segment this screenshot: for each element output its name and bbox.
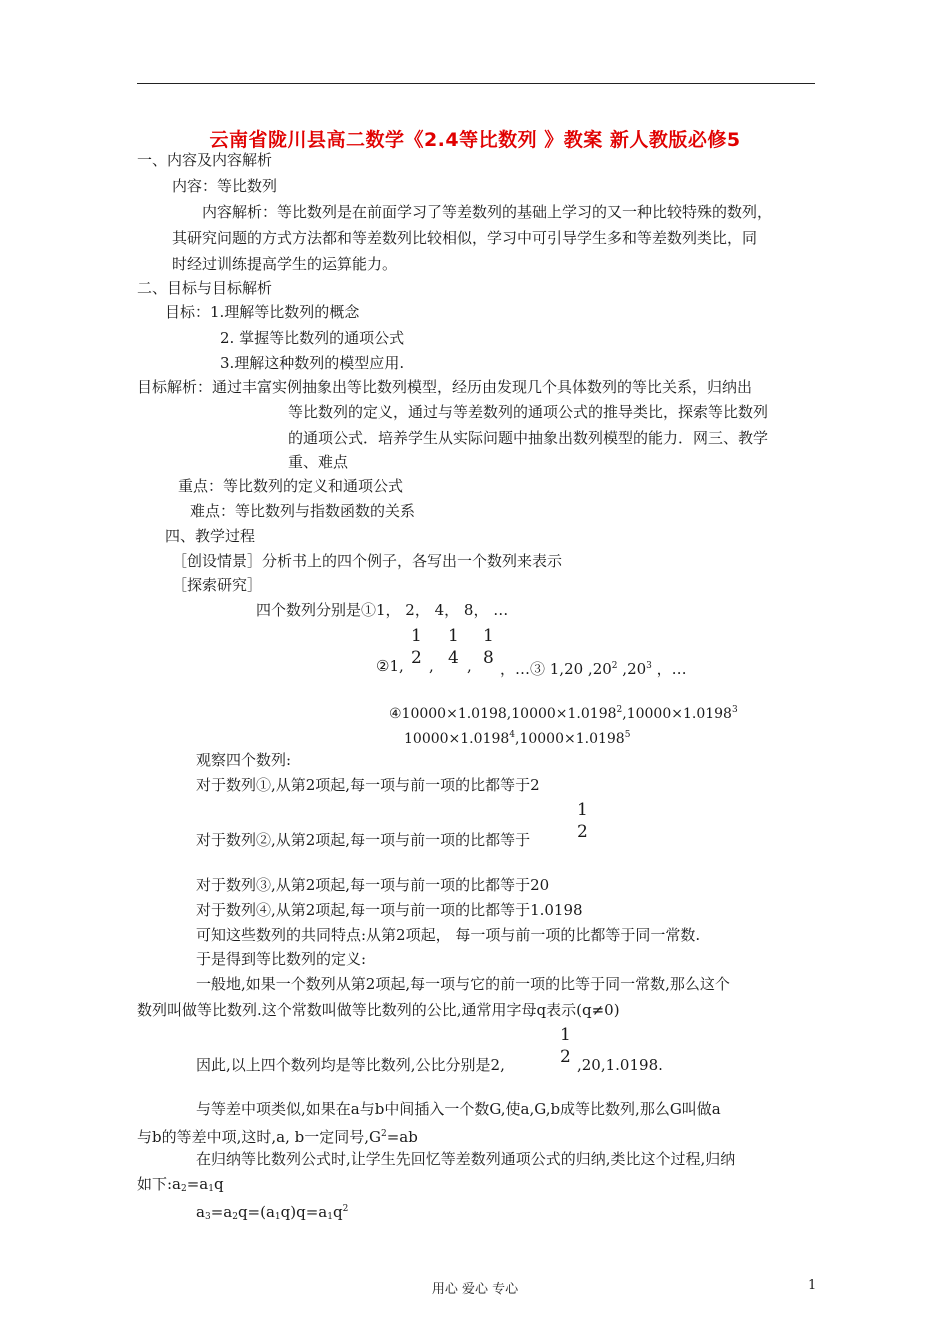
goal-analysis-2: 等比数列的定义，通过与等差数列的通项公式的推导类比，探索等比数列 (288, 403, 769, 421)
formula-text: =a (210, 1203, 233, 1221)
header-rule (137, 83, 815, 84)
analysis-line-1: 内容解析：等比数列是在前面学习了等差数列的基础上学习的又一种比较特殊的数列， (202, 203, 773, 221)
ratios-line-end: ,20,1.0198. (577, 1056, 663, 1074)
common-feature: 可知这些数列的共同特点:从第2项起， 每一项与前一项的比都等于同一常数. (196, 926, 701, 944)
goal-analysis-3: 的通项公式．培养学生从实际问题中抽象出数列模型的能力．网三、教学 (288, 429, 769, 447)
subscript: 1 (208, 1184, 214, 1194)
observation-4: 对于数列④,从第2项起,每一项与前一项的比都等于1.0198 (196, 901, 583, 919)
fraction-denominator: 2 (560, 1047, 571, 1067)
formula-text: q (332, 1203, 343, 1221)
fraction-quarter (448, 625, 459, 669)
formula-text: q (213, 1175, 224, 1193)
observation-3: 对于数列③,从第2项起,每一项与前一项的比都等于20 (196, 876, 550, 894)
subscript: 1 (274, 1212, 281, 1222)
geometric-mean-text: =ab (386, 1128, 418, 1146)
fraction-numerator: 1 (448, 626, 459, 646)
fraction-denominator: 2 (577, 822, 588, 842)
fraction-numerator: 1 (483, 626, 494, 646)
formula-text: 如下:a (137, 1175, 181, 1193)
definition-intro: 于是得到等比数列的定义: (196, 950, 367, 968)
formula-text: q=(a (237, 1203, 275, 1221)
fraction-numerator: 1 (560, 1025, 571, 1045)
fraction-half (411, 625, 422, 669)
geometric-mean-text: 与b的等差中项,这时,a, b一定同号,G (137, 1128, 381, 1146)
formula-a3 (196, 1199, 348, 1227)
sequence-3-end: ，… (651, 660, 687, 678)
goal-2: 2. 掌握等比数列的通项公式 (220, 329, 405, 347)
sequence-4-line-1 (389, 700, 738, 724)
sequence-intro: 四个数列分别是①1， 2， 4， 8， … (256, 601, 509, 619)
ratios-line: 因此,以上四个数列均是等比数列,公比分别是2, (196, 1056, 505, 1074)
explore-line: ［探索研究］ (172, 576, 263, 594)
sequence-2-prefix: ②1, (376, 657, 404, 675)
sequence-4-part: ,10000×1.0198 (515, 731, 625, 747)
geometric-mean-1: 与等差中项类似,如果在a与b中间插入一个数G,使a,G,b成等比数列,那么G叫做a (196, 1100, 721, 1118)
fraction-denominator: 8 (483, 648, 494, 668)
formula-text: q)q=a (280, 1203, 328, 1221)
goal-analysis-4: 重、难点 (288, 453, 349, 471)
fraction-denominator: 2 (411, 648, 422, 668)
subscript: 3 (204, 1212, 211, 1222)
fraction-denominator: 4 (448, 648, 459, 668)
exponent: 5 (624, 730, 631, 740)
sequence-2-rest: ，…③ 1,20 ,20 (500, 660, 612, 678)
exponent: 3 (731, 705, 738, 715)
sequence-4-part: ④10000×1.0198,10000×1.0198 (389, 706, 617, 722)
goal-1: 目标：1.理解等比数列的概念 (165, 303, 360, 321)
fraction-half (577, 799, 588, 843)
sequence-4-part: 10000×1.0198 (404, 731, 510, 747)
subscript: 2 (232, 1212, 238, 1222)
analysis-line-2: 其研究问题的方式方法都和等差数列比较相似，学习中可引导学生多和等差数列类比，同 (172, 229, 758, 247)
difficult-point: 难点：等比数列与指数函数的关系 (190, 502, 416, 520)
formula-text: a (196, 1203, 205, 1221)
definition-line-2: 数列叫做等比数列.这个常数叫做等比数列的公比,通常用字母q表示(q≠0) (137, 1001, 620, 1019)
induction-line-2 (137, 1174, 224, 1199)
fraction-half (560, 1024, 571, 1068)
exponent: 2 (611, 661, 618, 671)
exponent: 2 (380, 1129, 387, 1139)
goal-3: 3.理解这种数列的模型应用. (220, 354, 405, 372)
exponent: 4 (509, 730, 515, 740)
fraction-numerator: 1 (411, 626, 422, 646)
definition-line-1: 一般地,如果一个数列从第2项起,每一项与它的前一项的比等于同一常数,那么这个 (196, 975, 730, 993)
observation-1: 对于数列①,从第2项起,每一项与前一项的比都等于2 (196, 776, 540, 794)
section-4-heading: 四、教学过程 (165, 527, 256, 545)
separator: , (429, 657, 434, 675)
page-footer: 用心 爱心 专心 (431, 1282, 519, 1297)
sequence-3-mid: ,20 (617, 660, 647, 678)
sequence-2-3-line (500, 656, 687, 679)
scene-line: ［创设情景］分析书上的四个例子，各写出一个数列来表示 (172, 552, 563, 570)
section-1-heading: 一、内容及内容解析 (137, 151, 273, 169)
geometric-mean-2 (137, 1124, 418, 1147)
exponent: 3 (646, 661, 652, 671)
fraction-eighth (483, 625, 494, 669)
sequence-4-line-2 (404, 725, 630, 749)
exponent: 2 (616, 705, 623, 715)
separator: , (467, 657, 472, 675)
induction-line-1: 在归纳等比数列公式时,让学生先回忆等差数列通项公式的归纳,类比这个过程,归纳 (196, 1150, 736, 1168)
fraction-numerator: 1 (577, 800, 588, 820)
formula-text: =a (186, 1175, 209, 1193)
content-line: 内容：等比数列 (172, 177, 278, 195)
exponent: 2 (342, 1204, 349, 1214)
observation-2: 对于数列②,从第2项起,每一项与前一项的比都等于 (196, 831, 531, 849)
document-title: 云南省陇川县高二数学《2.4等比数列 》教案 新人教版必修5 (209, 129, 741, 151)
subscript: 2 (181, 1184, 187, 1194)
key-point: 重点：等比数列的定义和通项公式 (178, 477, 404, 495)
page-number: 1 (808, 1278, 817, 1293)
goal-analysis-1: 目标解析：通过丰富实例抽象出等比数列模型，经历由发现几个具体数列的等比关系，归纳出 (137, 378, 753, 396)
section-2-heading: 二、目标与目标解析 (137, 279, 273, 297)
observe-line: 观察四个数列: (196, 751, 292, 769)
sequence-4-part: ,10000×1.0198 (622, 706, 732, 722)
analysis-line-3: 时经过训练提高学生的运算能力。 (172, 255, 398, 273)
subscript: 1 (327, 1212, 333, 1222)
